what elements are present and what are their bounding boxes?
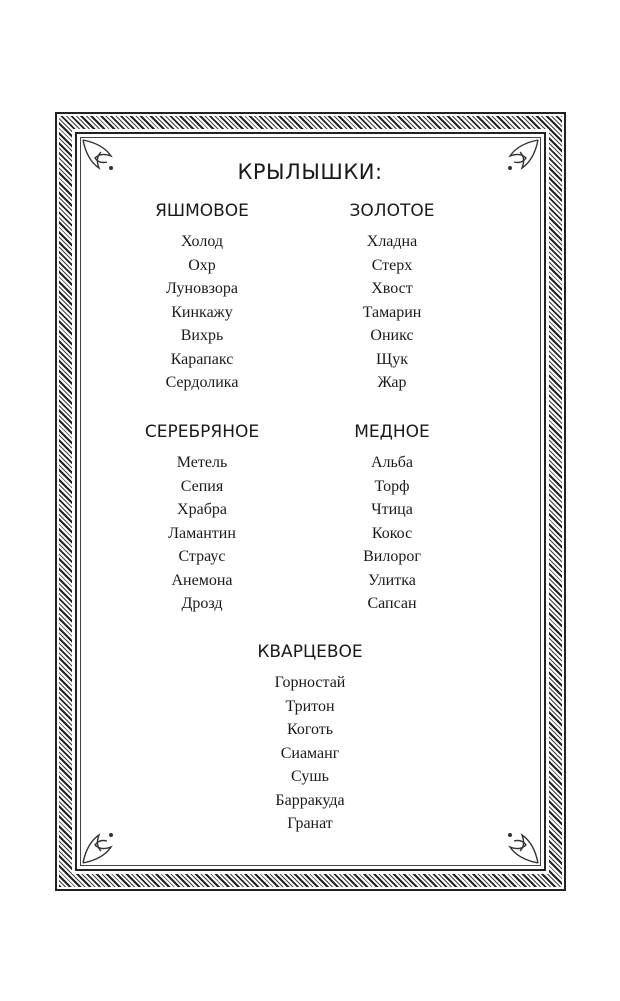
name-list — [215, 671, 405, 836]
list-item: Сепия — [180, 477, 224, 495]
list-item: Вилорог — [363, 548, 421, 565]
group-gold — [297, 200, 487, 395]
list-item: Сапсан — [367, 595, 417, 612]
list-item: Сушь — [291, 768, 329, 785]
list-item: Храбра — [177, 501, 227, 518]
list-item: Карапакс — [170, 350, 234, 368]
list-item: Тамарин — [362, 303, 422, 321]
name-list — [107, 451, 297, 616]
group-heading: ЗОЛОТОЕ — [349, 201, 435, 221]
list-item: Оникс — [370, 327, 414, 344]
list-item: Сердолика — [165, 374, 239, 391]
list-item: Кокос — [371, 524, 413, 542]
list-item: Дрозд — [181, 595, 223, 612]
list-item: Тритон — [285, 697, 335, 715]
group-heading: СЕРЕБРЯНОЕ — [144, 422, 260, 442]
name-list — [297, 451, 487, 616]
corner-flourish-icon — [81, 819, 127, 865]
list-item: Ламантин — [168, 524, 236, 542]
name-list — [297, 230, 487, 395]
list-item: Альба — [370, 454, 414, 471]
list-item: Анемона — [171, 571, 233, 589]
list-item: Охр — [188, 256, 216, 274]
list-item: Щук — [375, 350, 409, 368]
list-item: Вихрь — [180, 327, 224, 344]
list-item: Чтица — [371, 501, 413, 518]
list-item: Горностай — [274, 674, 346, 691]
group-heading: КВАРЦЕВОЕ — [257, 642, 363, 662]
list-item: Стерх — [371, 256, 413, 274]
list-item: Улитка — [368, 571, 416, 589]
list-item: Хладна — [366, 233, 418, 250]
list-item: Торф — [374, 477, 410, 495]
list-item: Хвост — [371, 280, 413, 297]
list-item: Метель — [176, 454, 228, 471]
page-title: КРЫЛЫШКИ: — [237, 160, 383, 184]
list-item: Холод — [181, 233, 223, 250]
list-item: Коготь — [286, 721, 334, 738]
list-item: Луновзора — [166, 280, 238, 297]
list-item: Барракуда — [275, 791, 345, 809]
group-quartz — [215, 641, 405, 836]
group-copper — [297, 421, 487, 616]
corner-flourish-icon — [494, 819, 540, 865]
list-item: Сиаманг — [280, 744, 340, 762]
name-list — [107, 230, 297, 395]
group-heading: ЯШМОВОЕ — [155, 201, 249, 221]
list-item: Страус — [178, 548, 226, 565]
list-item: Жар — [377, 374, 407, 391]
list-item: Гранат — [287, 815, 333, 832]
group-silver — [107, 421, 297, 616]
group-jasper — [107, 200, 297, 395]
list-item: Кинкажу — [171, 303, 233, 321]
group-heading: МЕДНОЕ — [354, 422, 430, 442]
